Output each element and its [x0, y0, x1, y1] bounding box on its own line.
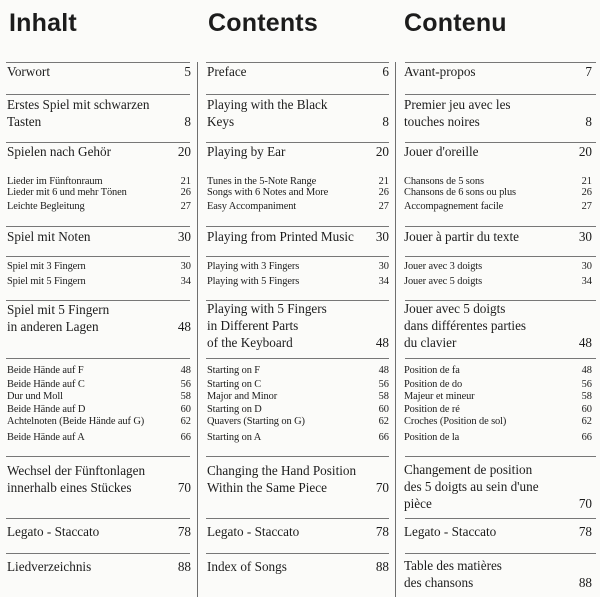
- page-number: 60: [581, 404, 592, 416]
- page-number: 62: [581, 416, 592, 428]
- toc-subentry: [207, 405, 389, 416]
- toc-subentry: [7, 188, 191, 199]
- page-number: 21: [378, 176, 389, 188]
- page-number: 30: [375, 229, 389, 244]
- section-rule: [6, 456, 190, 457]
- toc-subentry: [7, 392, 191, 403]
- toc-subentry: [7, 380, 191, 391]
- entry-title: Avant-propos: [404, 64, 476, 79]
- toc-subentry: [404, 366, 592, 377]
- section-rule: [6, 256, 190, 257]
- page-number: 30: [378, 261, 389, 273]
- page-number: 78: [375, 524, 389, 539]
- page-number: 34: [180, 276, 191, 288]
- entry-title: Jouer d'oreille: [404, 144, 479, 159]
- page-number: 8: [184, 114, 191, 129]
- page-number: 7: [585, 64, 592, 79]
- section-rule: [6, 94, 190, 95]
- toc-entry: [404, 523, 592, 540]
- toc-entry: [207, 228, 389, 245]
- entry-title: Index of Songs: [207, 559, 287, 574]
- entry-title: Playing with the Black Keys: [207, 97, 328, 129]
- entry-title: Achtelnoten (Beide Hände auf G): [7, 416, 145, 428]
- page-number: 21: [180, 176, 191, 188]
- entry-title: Quavers (Starting on G): [207, 416, 305, 428]
- page-number: 56: [378, 379, 389, 391]
- toc-entry: [404, 557, 592, 591]
- toc-entry: [207, 300, 389, 351]
- page-number: 30: [578, 229, 592, 244]
- entry-title: Erstes Spiel mit schwarzen Tasten: [7, 97, 150, 129]
- page-number: 26: [180, 187, 191, 199]
- entry-title: Accompagnement facile: [404, 201, 504, 213]
- column-title: Contents: [208, 9, 318, 37]
- toc-subentry: [404, 417, 592, 428]
- section-rule: [6, 226, 190, 227]
- page-number: 8: [585, 114, 592, 129]
- page-number: 26: [581, 187, 592, 199]
- toc-subentry: [207, 202, 389, 213]
- entry-title: Beide Hände auf F: [7, 365, 84, 377]
- section-rule: [6, 518, 190, 519]
- entry-title: Jouer avec 5 doigts: [404, 276, 483, 288]
- toc-subentry: [404, 380, 592, 391]
- page-number: 34: [378, 276, 389, 288]
- entry-title: Position de ré: [404, 404, 460, 416]
- entry-title: Changement de position des 5 doigts au sein d'une pièce: [404, 462, 539, 511]
- page-number: 8: [382, 114, 389, 129]
- toc-subentry: [404, 392, 592, 403]
- entry-title: Spiel mit Noten: [7, 229, 91, 244]
- entry-title: Beide Hände auf C: [7, 379, 85, 391]
- entry-title: Preface: [207, 64, 247, 79]
- page-number: 27: [378, 201, 389, 213]
- entry-title: Jouer avec 5 doigts dans différentes parties du clavier: [404, 301, 527, 350]
- entry-title: Playing with 5 Fingers: [207, 276, 300, 288]
- entry-title: Vorwort: [7, 64, 50, 79]
- section-rule: [405, 456, 596, 457]
- page-number: 78: [578, 524, 592, 539]
- column-title: Contenu: [404, 9, 507, 37]
- section-rule: [405, 256, 596, 257]
- toc-entry: [404, 63, 592, 80]
- page-number: 56: [581, 379, 592, 391]
- page-number: 88: [578, 575, 592, 590]
- toc-subentry: [7, 277, 191, 288]
- toc-subentry: [7, 417, 191, 428]
- toc-subentry: [207, 188, 389, 199]
- page-number: 48: [581, 365, 592, 377]
- page-number: 30: [581, 261, 592, 273]
- column-german: [0, 0, 196, 597]
- entry-title: Liedverzeichnis: [7, 559, 92, 574]
- entry-title: Playing with 3 Fingers: [207, 261, 300, 273]
- page-number: 20: [177, 144, 191, 159]
- section-rule: [6, 358, 190, 359]
- page-number: 21: [581, 176, 592, 188]
- toc-subentry: [207, 366, 389, 377]
- entry-title: Leichte Begleitung: [7, 201, 85, 213]
- section-rule: [206, 518, 389, 519]
- page-number: 30: [177, 229, 191, 244]
- section-rule: [206, 94, 389, 95]
- entry-title: Playing by Ear: [207, 144, 286, 159]
- toc-entry: [404, 300, 592, 351]
- toc-entry: [207, 462, 389, 496]
- entry-title: Major and Minor: [207, 391, 278, 403]
- page-number: 70: [177, 480, 191, 495]
- page-number: 20: [578, 144, 592, 159]
- page-number: 60: [378, 404, 389, 416]
- toc-subentry: [404, 262, 592, 273]
- page-number: 62: [378, 416, 389, 428]
- page-number: 26: [378, 187, 389, 199]
- column-french: [397, 0, 600, 597]
- entry-title: Starting on F: [207, 365, 260, 377]
- entry-title: Starting on D: [207, 404, 262, 416]
- page-number: 78: [177, 524, 191, 539]
- entry-title: Legato - Staccato: [404, 524, 497, 539]
- toc-subentry: [404, 405, 592, 416]
- section-rule: [206, 553, 389, 554]
- section-rule: [405, 226, 596, 227]
- toc-entry: [7, 228, 191, 245]
- section-rule: [206, 456, 389, 457]
- entry-title: Lieder mit 6 und mehr Tönen: [7, 187, 127, 199]
- section-rule: [405, 553, 596, 554]
- entry-title: Chansons de 5 sons: [404, 176, 484, 188]
- page-number: 56: [180, 379, 191, 391]
- entry-title: Beide Hände auf A: [7, 432, 85, 444]
- entry-title: Changing the Hand Position Within the Same Piece: [207, 463, 357, 495]
- page-number: 27: [180, 201, 191, 213]
- page-number: 30: [180, 261, 191, 273]
- toc-entry: [404, 461, 592, 512]
- page-number: 88: [375, 559, 389, 574]
- page-number: 48: [578, 335, 592, 350]
- page-number: 70: [375, 480, 389, 495]
- section-rule: [405, 94, 596, 95]
- toc-entry: [7, 143, 191, 160]
- toc-subentry: [207, 277, 389, 288]
- entry-title: Spielen nach Gehör: [7, 144, 111, 159]
- page-number: 48: [177, 319, 191, 334]
- section-rule: [6, 553, 190, 554]
- toc-subentry: [404, 277, 592, 288]
- entry-title: Croches (Position de sol): [404, 416, 507, 428]
- page-number: 60: [180, 404, 191, 416]
- toc-subentry: [207, 380, 389, 391]
- toc-subentry: [404, 188, 592, 199]
- entry-title: Table des matières des chansons: [404, 558, 502, 590]
- toc-entry: [207, 523, 389, 540]
- page-number: 58: [180, 391, 191, 403]
- entry-title: Beide Hände auf D: [7, 404, 86, 416]
- toc-subentry: [7, 405, 191, 416]
- page-number: 70: [578, 496, 592, 511]
- entry-title: Starting on A: [207, 432, 262, 444]
- entry-title: Lieder im Fünftonraum: [7, 176, 103, 188]
- toc-entry: [7, 96, 191, 130]
- page-number: 58: [581, 391, 592, 403]
- toc-subentry: [207, 417, 389, 428]
- entry-title: Tunes in the 5-Note Range: [207, 176, 317, 188]
- page-number: 34: [581, 276, 592, 288]
- entry-title: Chansons de 6 sons ou plus: [404, 187, 516, 199]
- toc-entry: [207, 63, 389, 80]
- page-number: 62: [180, 416, 191, 428]
- toc-entry: [207, 96, 389, 130]
- toc-entry: [207, 143, 389, 160]
- toc-entry: [404, 143, 592, 160]
- section-rule: [206, 226, 389, 227]
- page-number: 20: [375, 144, 389, 159]
- section-rule: [206, 256, 389, 257]
- column-divider: [395, 62, 396, 597]
- page-number: 58: [378, 391, 389, 403]
- entry-title: Starting on C: [207, 379, 262, 391]
- column-title: Inhalt: [9, 9, 77, 37]
- entry-title: Legato - Staccato: [7, 524, 100, 539]
- entry-title: Position de do: [404, 379, 463, 391]
- toc-subentry: [7, 202, 191, 213]
- entry-title: Spiel mit 5 Fingern in anderen Lagen: [7, 302, 110, 334]
- entry-title: Dur und Moll: [7, 391, 63, 403]
- toc-subentry: [207, 433, 389, 444]
- toc-entry: [7, 301, 191, 335]
- toc-subentry: [7, 262, 191, 273]
- toc-entry: [207, 558, 389, 575]
- entry-title: Jouer à partir du texte: [404, 229, 519, 244]
- toc-entry: [404, 228, 592, 245]
- toc-subentry: [207, 392, 389, 403]
- toc-subentry: [404, 433, 592, 444]
- entry-title: Jouer avec 3 doigts: [404, 261, 483, 273]
- page-number: 48: [378, 365, 389, 377]
- toc-entry: [7, 523, 191, 540]
- section-rule: [405, 518, 596, 519]
- entry-title: Spiel mit 3 Fingern: [7, 261, 86, 273]
- entry-title: Playing from Printed Music: [207, 229, 354, 244]
- section-rule: [206, 358, 389, 359]
- toc-entry: [7, 462, 191, 496]
- entry-title: Playing with 5 Fingers in Different Parts of the Keyboard: [207, 301, 327, 350]
- entry-title: Songs with 6 Notes and More: [207, 187, 329, 199]
- entry-title: Legato - Staccato: [207, 524, 300, 539]
- column-english: [198, 0, 395, 597]
- page-number: 48: [375, 335, 389, 350]
- toc-entry: [7, 558, 191, 575]
- entry-title: Wechsel der Fünftonlagen innerhalb eines Stückes: [7, 463, 146, 495]
- toc-entry: [404, 96, 592, 130]
- page-number: 48: [180, 365, 191, 377]
- toc-subentry: [7, 433, 191, 444]
- toc-subentry: [207, 262, 389, 273]
- entry-title: Premier jeu avec les touches noires: [404, 97, 511, 129]
- entry-title: Position de la: [404, 432, 460, 444]
- page-number: 66: [378, 432, 389, 444]
- entry-title: Spiel mit 5 Fingern: [7, 276, 86, 288]
- toc-entry: [7, 63, 191, 80]
- page-number: 66: [581, 432, 592, 444]
- page-number: 88: [177, 559, 191, 574]
- entry-title: Easy Accompaniment: [207, 201, 297, 213]
- section-rule: [405, 358, 596, 359]
- page-number: 5: [184, 64, 191, 79]
- entry-title: Majeur et mineur: [404, 391, 475, 403]
- entry-title: Position de fa: [404, 365, 460, 377]
- toc-subentry: [404, 202, 592, 213]
- page-number: 6: [382, 64, 389, 79]
- toc-subentry: [7, 366, 191, 377]
- page-number: 66: [180, 432, 191, 444]
- page-number: 27: [581, 201, 592, 213]
